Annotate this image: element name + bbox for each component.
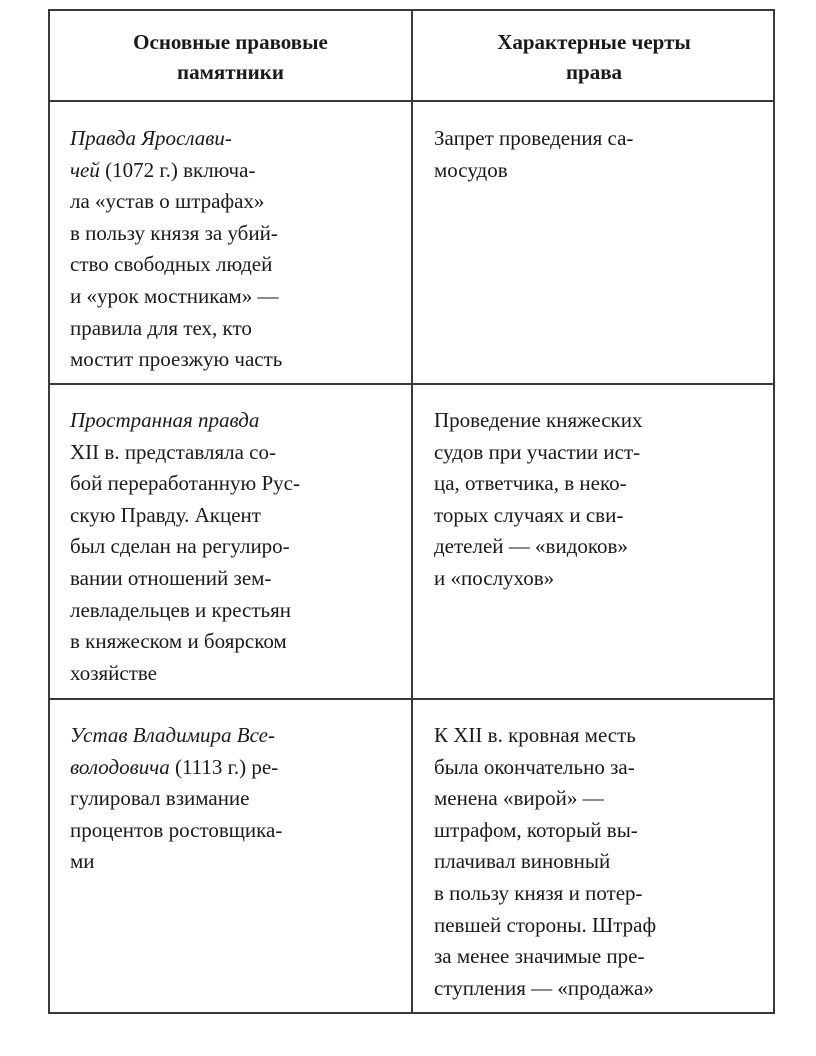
- row3-features: К XII в. кровная месть была окончательно за- менена «вирой» — штрафом, который вы- плачивал виновный в пользу князя и потер- певшей стороны. Штраф за менее значимые пре- ступления — «продажа»: [434, 723, 657, 1000]
- row-divider: [50, 698, 773, 700]
- column-divider: [411, 11, 413, 1012]
- row1-features: Запрет проведения са- мосудов: [434, 126, 634, 182]
- header-col1: Основные правовые памятники: [133, 30, 328, 84]
- row2-monument: Пространная правда XII в. представляла со- бой переработанную Рус- скую Правду. Акцент был сделан на регулиро- вании отношений зем- левладельцев и крестьян в княжеском и боярском хозяйстве: [70, 408, 300, 685]
- law-table: [48, 9, 775, 1014]
- row-divider: [50, 100, 773, 102]
- row-divider: [50, 383, 773, 385]
- header-col2: Характерные черты права: [497, 30, 691, 84]
- row2-features: Проведение княжеских судов при участии ист- ца, ответчика, в неко- торых случаях и сви- детелей — «видоков» и «послухов»: [434, 408, 643, 590]
- row3-monument: Устав Владимира Все- володовича (1113 г.) ре- гулировал взимание процентов ростовщика- ми: [70, 723, 283, 874]
- row1-monument: Правда Ярослави- чей (1072 г.) включа- ла «устав о штрафах» в пользу князя за убий- ство свободных людей и «урок мостникам» — правила для тех, кто мостит проезжую часть: [70, 126, 283, 372]
